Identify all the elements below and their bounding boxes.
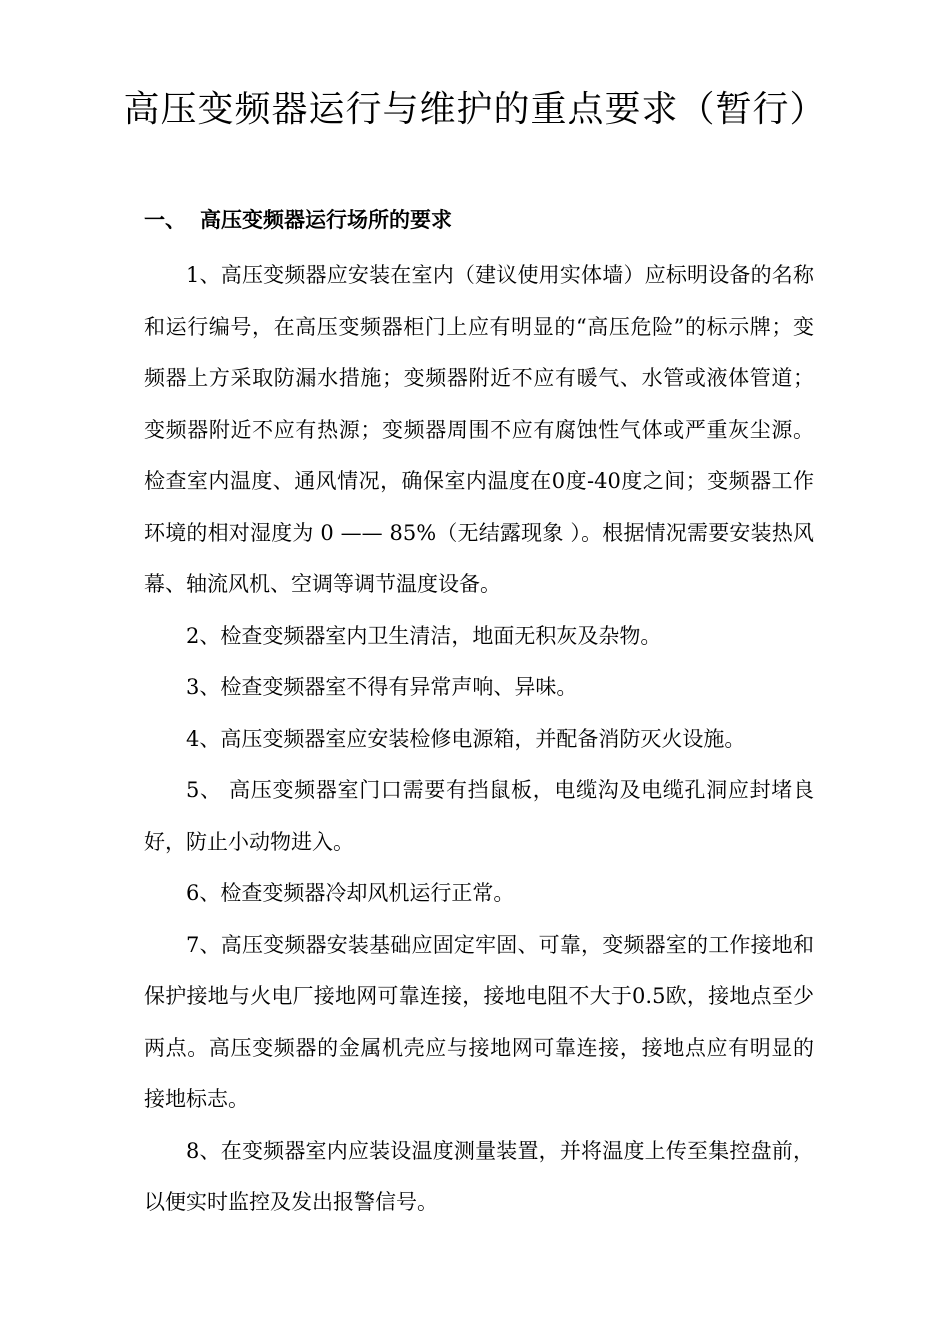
- document-title: 高压变频器运行与维护的重点要求（暂行）: [123, 89, 827, 130]
- paragraph-item-8: 8、在变频器室内应装设温度测量装置，并将温度上传至集控盘前，以便实时监控及发出报警信号。: [144, 1138, 814, 1214]
- paragraph-item-7: 7、高压变频器安装基础应固定牢固、可靠，变频器室的工作接地和保护接地与火电厂接地网可靠连接，接地电阻不大于0.5欧，接地点至少两点。高压变频器的金属机壳应与接地网可靠连接，接地点应有明显的接地标志。: [144, 932, 814, 1111]
- section-heading-text: 高压变频器运行场所的要求: [200, 207, 452, 232]
- paragraph-item-6: 6、检查变频器冷却风机运行正常。: [186, 881, 515, 905]
- paragraph-item-3: 3、检查变频器室不得有异常声响、异味。: [186, 675, 578, 699]
- paragraph-item-2: 2、检查变频器室内卫生清洁，地面无积灰及杂物。: [186, 623, 662, 648]
- section-heading: [144, 204, 452, 236]
- section-body: [144, 250, 814, 1229]
- paragraph-item-5: 5、 高压变频器室门口需要有挡鼠板，电缆沟及电缆孔洞应封堵良好，防止小动物进入。: [144, 778, 814, 854]
- section-number: 一、: [144, 207, 186, 232]
- paragraph-item-1: 1、高压变频器应安装在室内（建议使用实体墙）应标明设备的名称和运行编号，在高压变频器柜门上应有明显的“高压危险”的标示牌；变频器上方采取防漏水措施；变频器附近不应有暖气、水管或液体管道；变频器附近不应有热源；变频器周围不应有腐蚀性气体或严重灰尘源。检查室内温度、通风情况，确保室内温度在0度-40度之间；变频器工作环境的相对湿度为 0 —— 85%（无结露现象 ）。根据情况需要安装热风幕、轴流风机、空调等调节温度设备。: [144, 263, 814, 596]
- paragraph-item-4: 4、高压变频器室应安装检修电源箱，并配备消防灭火设施。: [186, 726, 746, 751]
